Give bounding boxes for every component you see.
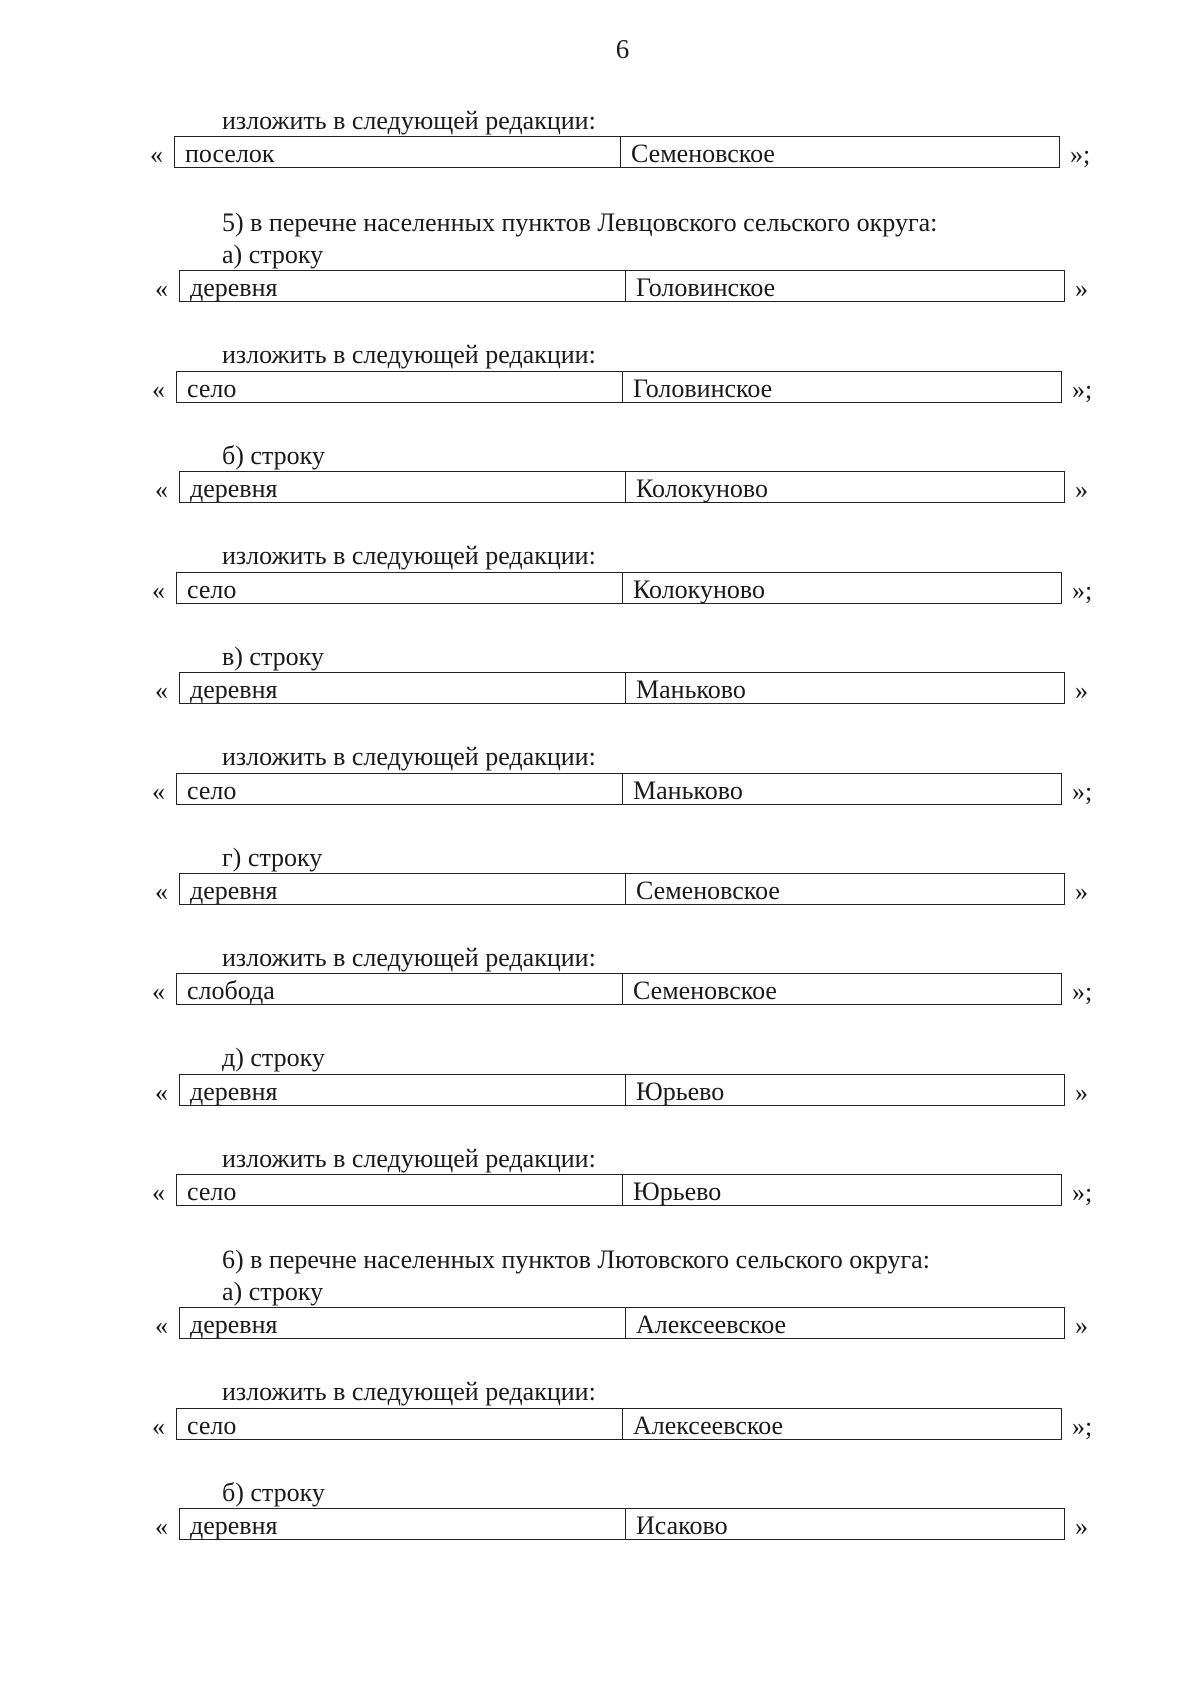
settlement-type-cell: деревня [180, 1308, 626, 1338]
settlement-type-cell: село [177, 573, 623, 603]
instruction-text: изложить в следующей редакции: [222, 943, 596, 972]
instruction-text: б) строку [222, 441, 325, 470]
instruction-text: а) строку [222, 1277, 324, 1306]
settlement-type-cell: деревня [180, 472, 626, 502]
settlement-table [179, 873, 1065, 905]
instruction-text: д) строку [222, 1043, 325, 1072]
page-number: 6 [615, 34, 630, 64]
settlement-name-cell: Алексеевское [633, 1411, 784, 1439]
settlement-table [176, 572, 1062, 604]
instruction-text: изложить в следующей редакции: [222, 340, 596, 369]
open-quote: « [150, 140, 163, 169]
table-row [152, 773, 1112, 809]
open-quote: « [155, 475, 168, 504]
table-row [152, 572, 1112, 608]
table-row [155, 1074, 1115, 1110]
open-quote: « [152, 576, 165, 605]
instruction-text: в) строку [222, 642, 324, 671]
settlement-name-cell: Головинское [636, 273, 776, 301]
settlement-name-cell: Колокуново [636, 474, 768, 502]
open-quote: « [152, 977, 165, 1006]
table-row [152, 1408, 1112, 1444]
instruction-text: изложить в следующей редакции: [222, 742, 596, 771]
settlement-table [176, 773, 1062, 805]
settlement-type-cell: слобода [177, 974, 623, 1004]
settlement-table [179, 672, 1065, 704]
instruction-text: а) строку [222, 240, 324, 269]
table-row [155, 471, 1115, 507]
settlement-name-cell: Колокуново [633, 575, 765, 603]
close-quote: »; [1072, 375, 1093, 404]
settlement-name-cell: Семеновское [636, 876, 780, 904]
close-quote: »; [1072, 576, 1093, 605]
instruction-text: изложить в следующей редакции: [222, 1377, 596, 1406]
settlement-type-cell: деревня [180, 673, 626, 703]
settlement-type-cell: деревня [180, 874, 626, 904]
settlement-table [176, 371, 1062, 403]
open-quote: « [155, 1512, 168, 1541]
table-row [152, 1174, 1112, 1210]
settlement-name-cell: Головинское [633, 374, 773, 402]
settlement-table [174, 136, 1060, 168]
open-quote: « [152, 777, 165, 806]
close-quote: » [1075, 1078, 1088, 1107]
close-quote: »; [1072, 1178, 1093, 1207]
instruction-text: 5) в перечне населенных пунктов Левцовского сельского округа: [222, 208, 938, 237]
table-row [152, 973, 1112, 1009]
table-row [155, 1307, 1115, 1343]
instruction-text: 6) в перечне населенных пунктов Лютовского сельского округа: [222, 1245, 930, 1274]
settlement-table [179, 1508, 1065, 1540]
settlement-type-cell: деревня [180, 1509, 626, 1539]
instruction-text: б) строку [222, 1478, 325, 1507]
settlement-name-cell: Алексеевское [636, 1310, 787, 1338]
settlement-table [179, 471, 1065, 503]
table-row [150, 136, 1110, 172]
open-quote: « [155, 877, 168, 906]
settlement-table [176, 973, 1062, 1005]
instruction-text: изложить в следующей редакции: [222, 1144, 596, 1173]
close-quote: » [1075, 274, 1088, 303]
instruction-text: изложить в следующей редакции: [222, 541, 596, 570]
open-quote: « [155, 1311, 168, 1340]
instruction-text: изложить в следующей редакции: [222, 106, 596, 135]
table-row [155, 672, 1115, 708]
open-quote: « [155, 274, 168, 303]
close-quote: »; [1072, 777, 1093, 806]
open-quote: « [152, 1412, 165, 1441]
close-quote: » [1075, 475, 1088, 504]
open-quote: « [152, 375, 165, 404]
close-quote: »; [1072, 977, 1093, 1006]
close-quote: » [1075, 877, 1088, 906]
settlement-name-cell: Юрьево [633, 1177, 722, 1205]
close-quote: »; [1072, 1412, 1093, 1441]
settlement-name-cell: Маньково [633, 776, 743, 804]
instruction-text: г) строку [222, 843, 323, 872]
settlement-table [176, 1408, 1062, 1440]
settlement-type-cell: деревня [180, 271, 626, 301]
table-row [155, 270, 1115, 306]
open-quote: « [155, 676, 168, 705]
settlement-name-cell: Исаково [636, 1511, 728, 1539]
settlement-type-cell: поселок [175, 137, 621, 167]
settlement-type-cell: село [177, 1409, 623, 1439]
settlement-table [179, 1074, 1065, 1106]
settlement-type-cell: село [177, 1175, 623, 1205]
table-row [155, 1508, 1115, 1544]
table-row [155, 873, 1115, 909]
close-quote: »; [1070, 140, 1091, 169]
close-quote: » [1075, 1512, 1088, 1541]
settlement-name-cell: Семеновское [631, 139, 775, 167]
close-quote: » [1075, 1311, 1088, 1340]
settlement-table [176, 1174, 1062, 1206]
settlement-name-cell: Семеновское [633, 976, 777, 1004]
open-quote: « [155, 1078, 168, 1107]
settlement-table [179, 1307, 1065, 1339]
table-row [152, 371, 1112, 407]
settlement-type-cell: деревня [180, 1075, 626, 1105]
settlement-table [179, 270, 1065, 302]
open-quote: « [152, 1178, 165, 1207]
settlement-name-cell: Юрьево [636, 1077, 725, 1105]
close-quote: » [1075, 676, 1088, 705]
settlement-name-cell: Маньково [636, 675, 746, 703]
settlement-type-cell: село [177, 774, 623, 804]
settlement-type-cell: село [177, 372, 623, 402]
